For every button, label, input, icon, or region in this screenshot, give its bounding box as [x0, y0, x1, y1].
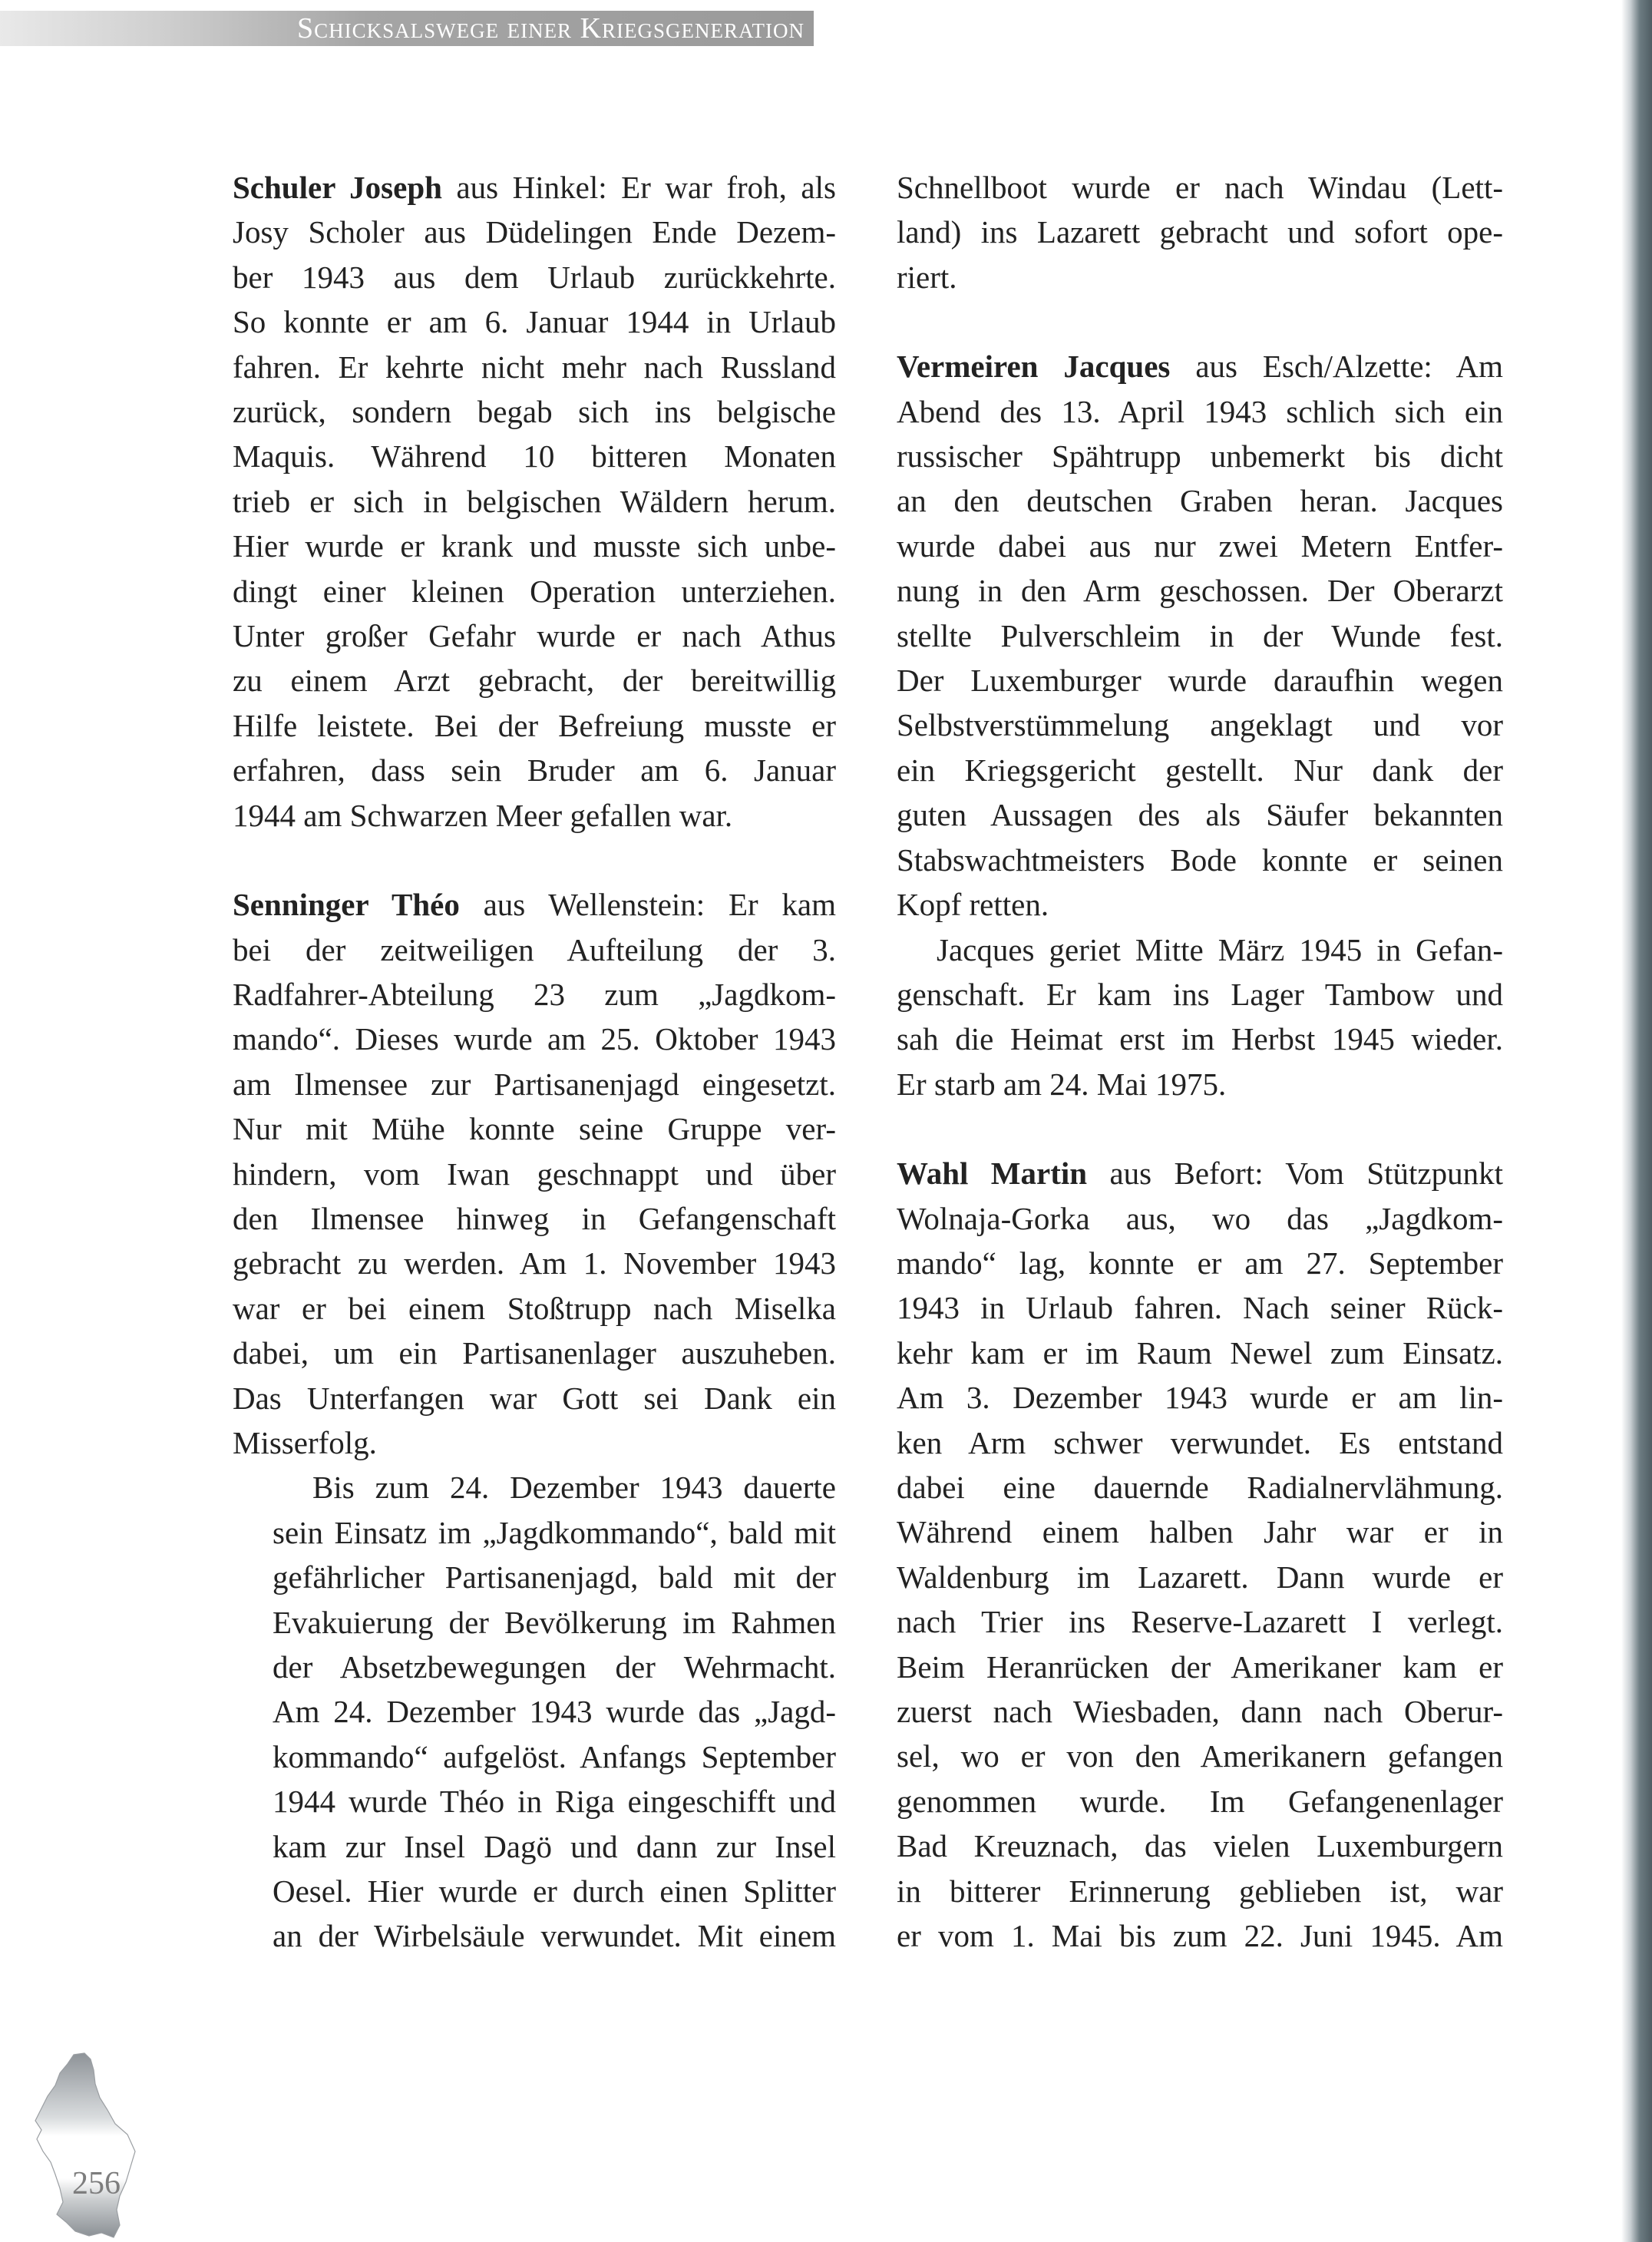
entry-schuler-joseph: Schuler Joseph aus Hinkel: Er war froh, als Josy Scholer aus Düdelingen Ende Dezem- ber 1943 aus dem Urlaub zurückkehrte. So konnte er am 6. Januar 1944 in Urlaub fahren. Er kehrte nicht mehr nach Russland zurück, sondern begab sich ins belgische Maquis. Während 10 bitteren Monaten trieb er sich in belgischen Wäldern herum. Hier wurde er krank und musste sich unbe- dingt einer kleinen Operation unterziehen. Unter großer Gefahr wurde er nach Athus zu einem Arzt gebracht, der bereitwillig Hilfe leistete. Bei der Befreiung musste er erfahren, dass sein Bruder am 6. Januar 1944 am Schwarzen Meer gefallen war.: [233, 170, 836, 833]
entry-name: Vermeiren Jacques: [897, 349, 1171, 385]
page-number-badge: [29, 2050, 167, 2242]
entry-vermeiren-jacques-continuation: Jacques geriet Mitte März 1945 in Gefan- genschaft. Er kam ins Lager Tambow und sah die Heimat erst im Herbst 1945 wieder. Er starb am 24. Mai 1975.: [897, 931, 1503, 1102]
carryover-paragraph: Schnellboot wurde er nach Windau (Lett- land) ins Lazarett gebracht und sofort ope- riert.: [897, 170, 1503, 295]
running-header-title: Schicksalswege einer Kriegsgeneration: [296, 12, 805, 45]
page-number: 256: [72, 2166, 121, 2201]
left-text-column: [233, 165, 836, 1959]
entry-senninger-theo-continuation: Bis zum 24. Dezember 1943 dauerte sein Einsatz im „Jagdkommando“, bald mit gefährlicher Partisanenjagd, bald mit der Evakuierung der Bevölkerung im Rahmen der Absetzbewegungen der Wehrmacht. Am 24. Dezember 1943 wurde das „Jagd- kommando“ aufgelöst. Anfangs September 1944 wurde Théo in Riga eingeschifft und kam zur Insel Dagö und dann zur Insel Oesel. Hier wurde er durch einen Splitter an der Wirbelsäule verwundet. Mit einem: [273, 1470, 836, 1954]
entry-vermeiren-jacques: Vermeiren Jacques aus Esch/Alzette: Am Abend des 13. April 1943 schlich sich ein russischer Spähtrupp unbemerkt bis dicht an den deutschen Graben heran. Jacques wurde dabei aus nur zwei Metern Entfer- nung in den Arm geschossen. Der Oberarzt stellte Pulverschleim in der Wunde fest. Der Luxemburger wurde daraufhin wegen Selbstverstümmelung angeklagt und vor ein Kriegsgericht gestellt. Nur dank der guten Aussagen des als Säufer bekannten Stabswachtmeisters Bode konnte er seinen Kopf retten.: [897, 349, 1503, 923]
entry-senninger-theo: Senninger Théo aus Wellenstein: Er kam bei der zeitweiligen Aufteilung der 3. Radfahrer-Abteilung 23 zum „Jagdkom- mando“. Dieses wurde am 25. Oktober 1943 am Ilmensee zur Partisanenjagd eingesetzt. Nur mit Mühe konnte seine Gruppe ver- hindern, vom Iwan geschnappt und über den Ilmensee hinweg in Gefangenschaft gebracht zu werden. Am 1. November 1943 war er bei einem Stoßtrupp nach Miselka dabei, um ein Partisanenlager auszuheben. Das Unterfangen war Gott sei Dank ein Misserfolg.: [233, 887, 836, 1460]
entry-wahl-martin: Wahl Martin aus Befort: Vom Stützpunkt Wolnaja-Gorka aus, wo das „Jagdkom- mando“ lag, konnte er am 27. September 1943 in Urlaub fahren. Nach seiner Rück- kehr kam er im Raum Newel zum Einsatz. Am 3. Dezember 1943 wurde er am lin- ken Arm schwer verwundet. Es entstand dabei eine dauernde Radialnervlähmung. Während einem halben Jahr war er in Waldenburg im Lazarett. Dann wurde er nach Trier ins Reserve-Lazarett I verlegt. Beim Heranrücken der Amerikaner kam er zuerst nach Wiesbaden, dann nach Oberur- sel, wo er von den Amerikanern gefangen genommen wurde. Im Gefangenenlager Bad Kreuznach, das vielen Luxemburgern in bitterer Erinnerung geblieben ist, war er vom 1. Mai bis zum 22. Juni 1945. Am: [897, 1156, 1503, 1954]
entry-name: Wahl Martin: [897, 1156, 1088, 1192]
running-header-bar: [0, 11, 814, 46]
luxembourg-map-icon: [29, 2050, 167, 2242]
book-binding-shadow: [1621, 0, 1652, 2242]
right-text-column: [897, 165, 1503, 1958]
entry-name: Schuler Joseph: [233, 170, 442, 205]
entry-name: Senninger Théo: [233, 887, 460, 923]
